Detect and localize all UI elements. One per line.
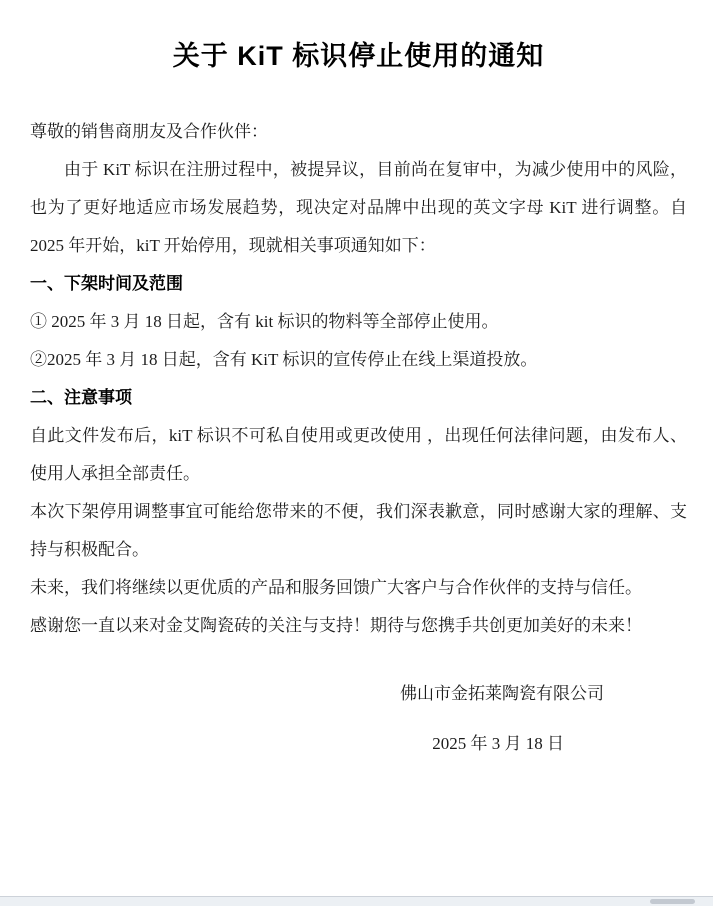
salutation-line: 尊敬的销售商朋友及合作伙伴： xyxy=(30,122,268,141)
scrollbar-thumb[interactable] xyxy=(650,899,695,904)
intro-paragraph: 由于 KiT 标识在注册过程中，被提异议，目前尚在复审中，为减少使用中的风险，也为了更好地适应市场发展趋势，现决定对品牌中出现的英文字母 KiT 进行调整。自 2025 年开始，kiT 开始停用，现就相关事项通知如下： xyxy=(30,160,687,255)
section2-paragraph-apology: 本次下架停用调整事宜可能给您带来的不便，我们深表歉意，同时感谢大家的理解、支持与积极配合。 xyxy=(30,502,687,559)
signature-block xyxy=(30,675,687,763)
notice-document xyxy=(0,38,713,763)
horizontal-scrollbar[interactable] xyxy=(0,896,713,906)
signature-date: 2025 年 3 月 18 日 xyxy=(432,734,564,753)
section2-paragraph-liability: 自此文件发布后，kiT 标识不可私自使用或更改使用 ，出现任何法律问题，由发布人、使用人承担全部责任。 xyxy=(30,426,687,483)
section1-item-2: ②2025 年 3 月 18 日起，含有 KiT 标识的宣传停止在线上渠道投放。 xyxy=(30,350,538,369)
section2-heading: 二、注意事项 xyxy=(30,388,132,407)
signature-company: 佛山市金拓莱陶瓷有限公司 xyxy=(400,684,604,703)
section2-paragraph-thanks: 感谢您一直以来对金艾陶瓷砖的关注与支持！期待与您携手共创更加美好的未来！ xyxy=(30,616,642,635)
page-title: 关于 KiT 标识停止使用的通知 xyxy=(172,41,545,71)
section1-heading: 一、下架时间及范围 xyxy=(30,274,183,293)
section1-item-1: ① 2025 年 3 月 18 日起，含有 kit 标识的物料等全部停止使用。 xyxy=(30,312,499,331)
section2-paragraph-future: 未来，我们将继续以更优质的产品和服务回馈广大客户与合作伙伴的支持与信任。 xyxy=(30,578,642,597)
